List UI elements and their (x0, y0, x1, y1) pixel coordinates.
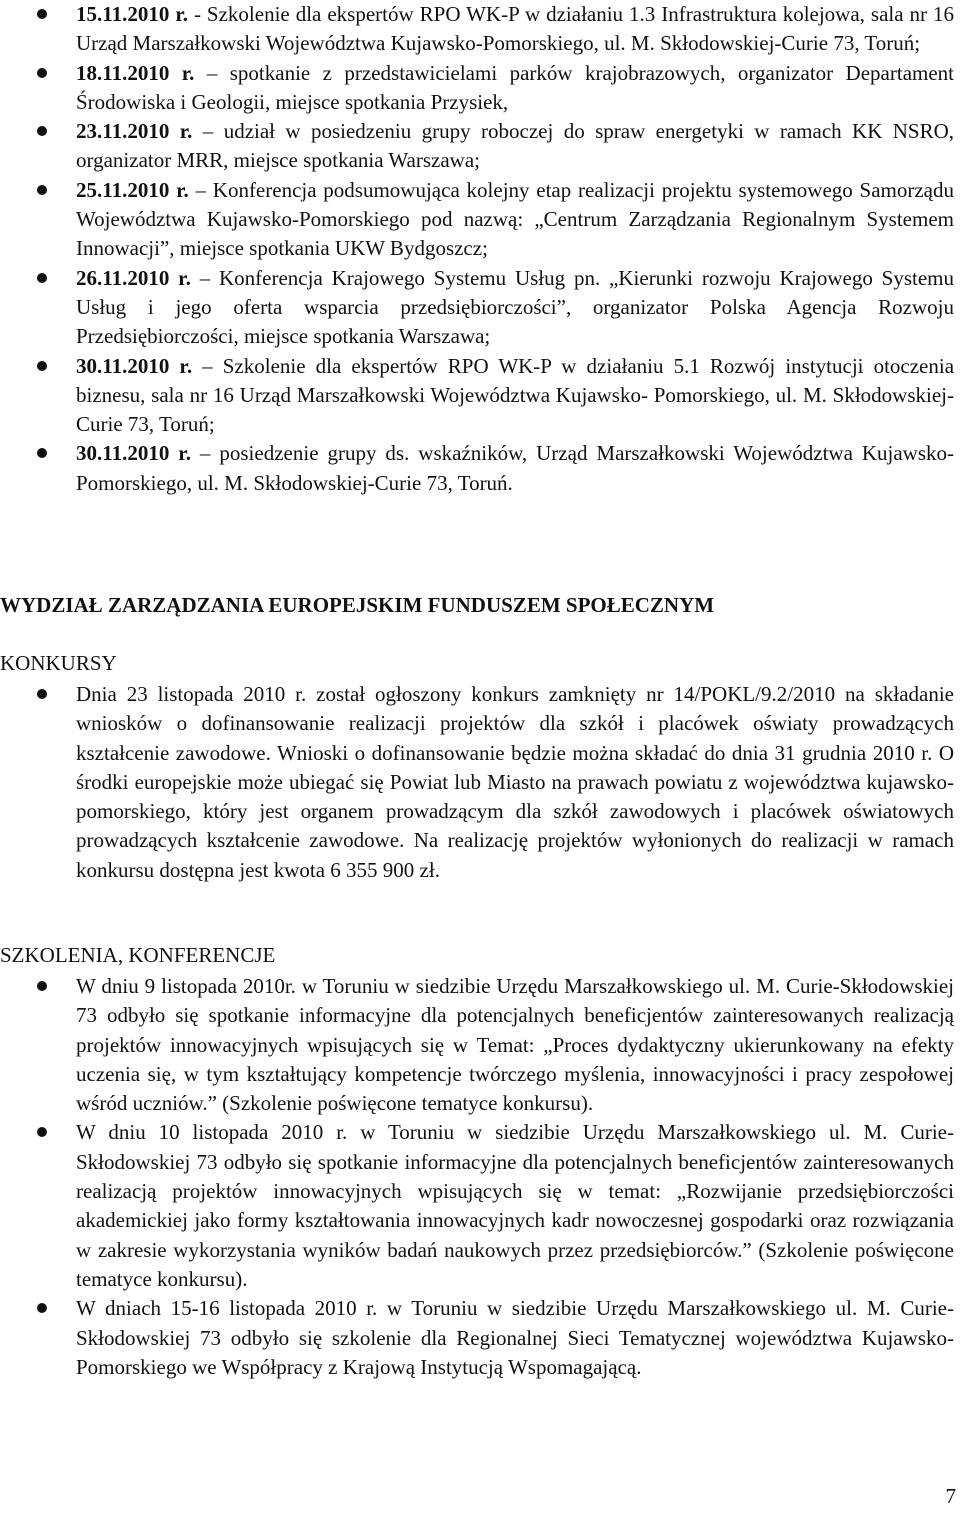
konkursy-list (0, 680, 960, 885)
event-item-2 (0, 59, 960, 118)
event-date: 15.11.2010 r. (76, 2, 188, 26)
szkolenie-item-1: W dniu 9 listopada 2010r. w Toruniu w siedzibie Urzędu Marszałkowskiego ul. M. Curie-Skłodowskiej 73 odbyło się spotkanie informacyjne dla potencjalnych beneficjentów zainteresowanych realizacją projektów innowacyjnych wpisujących się w Temat: „Proces dydaktyczny ukierunkowany na efekty uczenia się, w tym kształtujący kompetencje twórczego myślenia, innowacyjności i pracy zespołowej wśród uczniów.” (Szkolenie poświęcone tematyce konkursu). (0, 972, 960, 1118)
event-date: 26.11.2010 r. (76, 265, 191, 290)
event-item-7 (0, 439, 960, 498)
section-title: WYDZIAŁ ZARZĄDZANIA EUROPEJSKIM FUNDUSZEM SPOŁECZNYM (0, 593, 715, 617)
event-text: – Szkolenie dla ekspertów RPO WK-P w działaniu 5.1 Rozwój instytucji otoczenia biznesu, sala nr 16 Urząd Marszałkowski Województwa Kujawsko- Pomorskiego, ul. M. Skłodowskiej-Curie 73, Toruń; (76, 353, 955, 437)
konkursy-heading: KONKURSY (0, 651, 117, 675)
event-date: 25.11.2010 r. (76, 177, 189, 202)
szkolenia-heading: SZKOLENIA, KONFERENCJE (0, 943, 276, 967)
event-item-4 (0, 176, 960, 264)
events-list (0, 0, 960, 498)
event-item-6 (0, 352, 960, 440)
event-item-5 (0, 264, 960, 352)
szkolenie-item-2: W dniu 10 listopada 2010 r. w Toruniu w siedzibie Urzędu Marszałkowskiego ul. M. Curie-Skłodowskiej 73 odbyło się spotkanie informacyjne dla potencjalnych beneficjentów zainteresowanych realizacją projektów innowacyjnych wpisujących się w temat: „Rozwijanie przedsiębiorczości akademickiej jako formy kształtowania innowacyjnych kadr nowoczesnej gospodarki oraz rozwiązania w zakresie wykorzystania wyników badań naukowych przez przedsiębiorców.” (Szkolenie poświęcone tematyce konkursu). (0, 1118, 960, 1294)
event-text: - Szkolenie dla ekspertów RPO WK-P w działaniu 1.3 Infrastruktura kolejowa, sala nr 16 Urząd Marszałkowski Województwa Kujawsko-Pomorskiego, ul. M. Skłodowskiej-Curie 73, Toruń; (76, 2, 954, 56)
event-text: – spotkanie z przedstawicielami parków krajobrazowych, organizator Departament Środowiska i Geologii, miejsce spotkania Przysiek, (76, 60, 955, 114)
event-date: 18.11.2010 r. (76, 60, 195, 85)
page-number: 7 (945, 1484, 956, 1508)
konkurs-item: Dnia 23 listopada 2010 r. został ogłoszony konkurs zamknięty nr 14/POKL/9.2/2010 na składanie wniosków o dofinansowanie realizacji projektów dla szkół i placówek oświaty prowadzących kształcenie zawodowe. Wnioski o dofinansowanie będzie można składać do dnia 31 grudnia 2010 r. O środki europejskie może ubiegać się Powiat lub Miasto na prawach powiatu z województwa kujawsko-pomorskiego, który jest organem prowadzącym dla szkół zawodowych i placówek oświatowych prowadzących kształcenie zawodowe. Na realizację projektów wyłonionych do realizacji w ramach konkursu dostępna jest kwota 6 355 900 zł. (0, 680, 960, 885)
event-date: 30.11.2010 r. (76, 353, 193, 378)
event-item-1 (0, 0, 960, 59)
szkolenia-list (0, 972, 960, 1382)
event-text: – Konferencja podsumowująca kolejny etap realizacji projektu systemowego Samorządu Województwa Kujawsko-Pomorskiego pod nazwą: „Centrum Zarządzania Regionalnym Systemem Innowacji”, miejsce spotkania UKW Bydgoszcz; (76, 177, 955, 261)
event-text: – Konferencja Krajowego Systemu Usług pn. „Kierunki rozwoju Krajowego Systemu Usług i jego oferta wsparcia przedsiębiorczości”, organizator Polska Agencja Rozwoju Przedsiębiorczości, miejsce spotkania Warszawa; (76, 265, 954, 349)
event-item-3 (0, 117, 960, 176)
event-date: 30.11.2010 r. (76, 441, 191, 466)
szkolenie-item-3: W dniach 15-16 listopada 2010 r. w Toruniu w siedzibie Urzędu Marszałkowskiego ul. M. Curie-Skłodowskiej 73 odbyło się szkolenie dla Regionalnej Sieci Tematycznej województwa Kujawsko-Pomorskiego we Współpracy z Krajową Instytucją Wspomagającą. (0, 1294, 960, 1382)
event-text: – posiedzenie grupy ds. wskaźników, Urząd Marszałkowski Województwa Kujawsko- Pomorskiego, ul. M. Skłodowskiej-Curie 73, Toruń. (76, 441, 955, 495)
event-date: 23.11.2010 r. (76, 119, 193, 144)
event-text: – udział w posiedzeniu grupy roboczej do spraw energetyki w ramach KK NSRO, organizator MRR, miejsce spotkania Warszawa; (76, 119, 955, 173)
